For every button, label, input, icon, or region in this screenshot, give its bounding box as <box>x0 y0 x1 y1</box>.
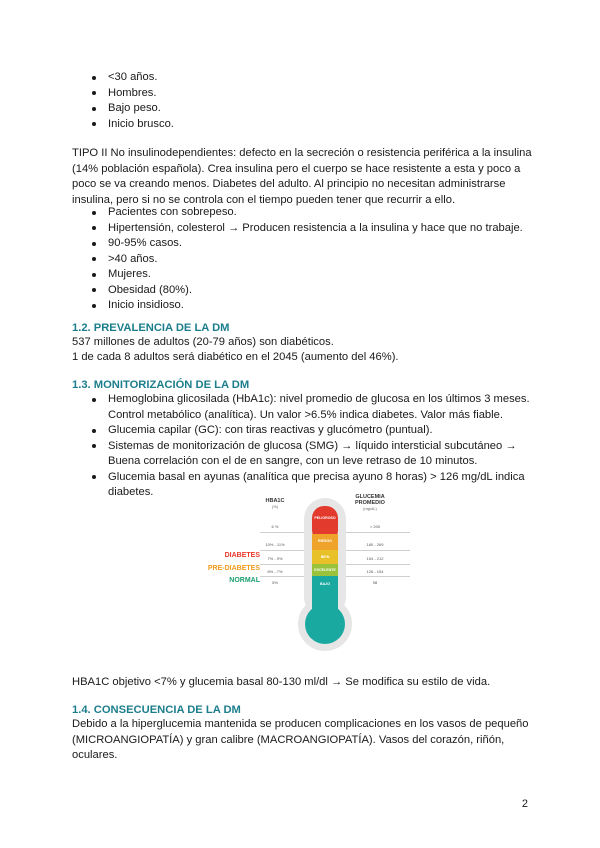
page-number: 2 <box>521 798 528 810</box>
list-item: Hombres. <box>72 86 532 102</box>
type2-paragraph: TIPO II No insulinodependientes: defecto en la secreción o resistencia periférica a la insulina (14% población española). Crea insulina pero el cuerpo se hace resistente a esta y poco a poco se va creando menos. Diabetes del adulto. Al principio no necesitan administrarse insulina, pero si no se controla con el tiempo pueden tener que recurrir a ello. <box>72 147 532 206</box>
section-heading-monitorizacion: 1.3. MONITORIZACIÓN DE LA DM <box>72 379 250 391</box>
category-prediabetes: PRE-DIABETES <box>207 565 260 572</box>
zone-label: PELIGROSO <box>314 516 336 520</box>
hba1c-value: 6% - 7% <box>267 569 283 574</box>
zone-label: BIEN <box>320 555 330 559</box>
section-heading-consecuencia: 1.4. CONSECUENCIA DE LA DM <box>72 704 241 716</box>
list-item: Sistemas de monitorización de glucosa (SMG) → líquido intersticial subcutáneo → Buena correlación con el de en sangre, con un leve retraso de 10 minutos. <box>72 439 532 470</box>
hba1c-header-label: HBA1C <box>265 498 285 504</box>
glucose-value: 98 <box>372 580 378 585</box>
glucose-header-label: GLUCEMIA PROMEDIO <box>355 494 385 506</box>
list-item: Glucemia capilar (GC): con tiras reactivas y glucómetro (puntual). <box>72 423 532 439</box>
list-item: Pacientes con sobrepeso. <box>72 205 532 221</box>
hba1c-value: 5% <box>272 580 278 585</box>
prevalence-line-2: 1 de cada 8 adultos será diabético en el 2045 (aumento del 46%). <box>72 351 399 363</box>
zone-label: BAJO <box>320 582 330 586</box>
hba1c-value: 6 % <box>271 524 279 529</box>
section-heading-prevalencia: 1.2. PREVALENCIA DE LA DM <box>72 322 230 334</box>
hba1c-header <box>258 498 292 510</box>
list-item: Glucemia basal en ayunas (analítica que precisa ayuno 8 horas) > 126 mg/dL indica diabetes. <box>72 470 532 501</box>
hba1c-thermometer-chart <box>200 494 420 654</box>
zone-label: EXCELENTE <box>314 568 336 572</box>
monitoring-list <box>72 392 532 501</box>
list-item: Bajo peso. <box>72 101 532 117</box>
glucose-value: 126 - 154 <box>366 569 384 574</box>
list-item: Hipertensión, colesterol → Producen resistencia a la insulina y hace que no trabaje. <box>72 221 532 237</box>
prevalence-line-1: 537 millones de adultos (20-79 años) son diabéticos. <box>72 336 334 348</box>
list-item: Inicio brusco. <box>72 117 532 133</box>
category-diabetes: DIABETES <box>224 552 260 559</box>
glucose-value: 180 - 269 <box>366 542 384 547</box>
zone-label: RIESGO <box>318 539 332 543</box>
list-item: <30 años. <box>72 70 532 86</box>
glucose-value: 154 - 212 <box>366 556 384 561</box>
hba1c-subheader: (%) <box>271 504 279 509</box>
category-normal: NORMAL <box>229 577 260 584</box>
list-item: Obesidad (80%). <box>72 283 532 299</box>
hba1c-objective: HBA1C objetivo <7% y glucemia basal 80-130 ml/dl → Se modifica su estilo de vida. <box>72 676 491 688</box>
list-item: >40 años. <box>72 252 532 268</box>
hba1c-value: 7% - 9% <box>267 556 283 561</box>
list-item: Hemoglobina glicosilada (HbA1c): nivel promedio de glucosa en los últimos 3 meses. Control metabólico (analítica). Un valor >6.5% indica diabetes. Valor más fiable. <box>72 392 532 423</box>
thermometer-bulb <box>305 604 345 644</box>
list-item: Inicio insidioso. <box>72 298 532 314</box>
list-item: 90-95% casos. <box>72 236 532 252</box>
hba1c-value: 10% - 11% <box>265 542 285 547</box>
type2-list <box>72 205 532 314</box>
type1-list <box>72 70 532 132</box>
glucose-subheader: (mg/dL) <box>363 506 377 511</box>
list-item: Mujeres. <box>72 267 532 283</box>
glucose-value: > 200 <box>369 524 381 529</box>
consequence-paragraph: Debido a la hiperglucemia mantenida se producen complicaciones en los vasos de pequeño (MICROANGIOPATÍA) y gran calibre (MACROANGIOPATÍA). Vasos del corazón, riñón, oculares. <box>72 718 529 761</box>
